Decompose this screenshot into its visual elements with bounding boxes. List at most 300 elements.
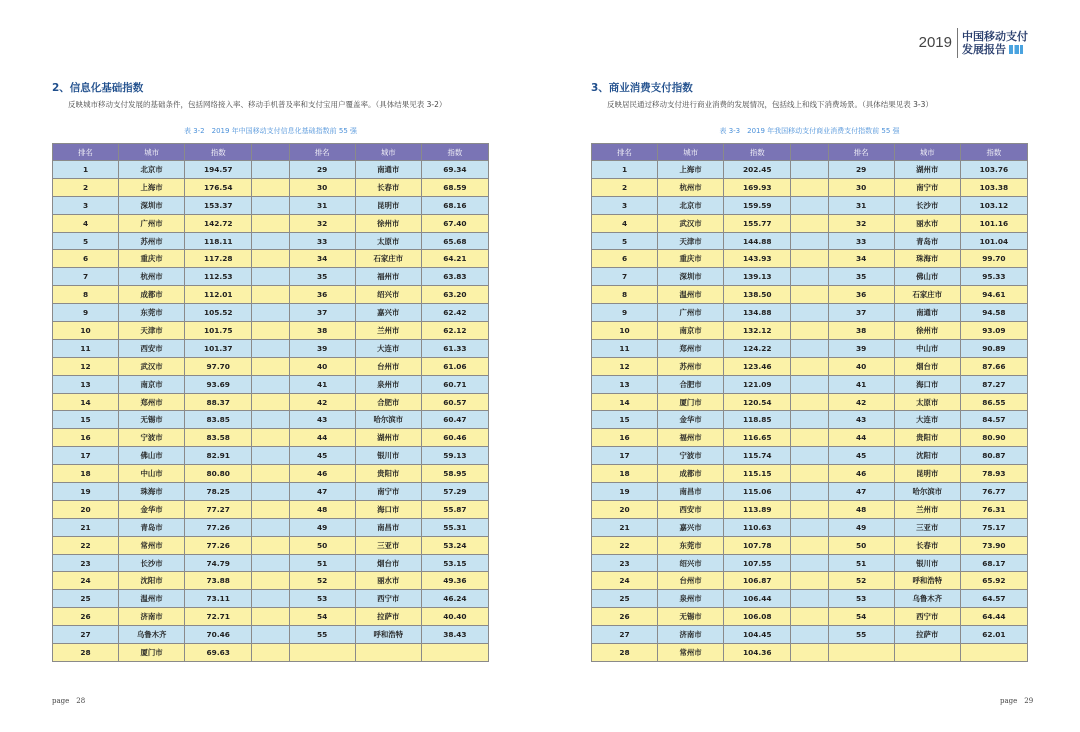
cell-city: 中山市 <box>894 339 960 357</box>
cell-gap <box>791 322 828 340</box>
table-row <box>592 393 1028 411</box>
cell-index: 87.27 <box>960 375 1027 393</box>
cell-index: 101.04 <box>960 232 1027 250</box>
cell-index: 99.70 <box>960 250 1027 268</box>
table-row <box>53 429 489 447</box>
cell-city: 福州市 <box>355 268 421 286</box>
cell-city: 丽水市 <box>894 214 960 232</box>
cell-rank: 33 <box>828 232 894 250</box>
cell-city: 无锡市 <box>658 608 724 626</box>
table-row <box>53 304 489 322</box>
cell-rank: 49 <box>289 518 355 536</box>
cell-index: 75.17 <box>960 518 1027 536</box>
cell-city: 郑州市 <box>119 393 185 411</box>
cell-rank: 1 <box>53 161 119 179</box>
cell-gap <box>791 250 828 268</box>
table-row <box>592 357 1028 375</box>
cell-gap <box>252 572 289 590</box>
cell-index: 169.93 <box>724 178 791 196</box>
cell-rank: 55 <box>289 626 355 644</box>
cell-rank: 24 <box>592 572 658 590</box>
cell-rank: 19 <box>53 483 119 501</box>
cell-city: 湖州市 <box>894 161 960 179</box>
cell-rank: 22 <box>592 536 658 554</box>
cell-gap <box>252 268 289 286</box>
cell-city: 拉萨市 <box>355 608 421 626</box>
left-table-caption: 表 3-2 2019 年中国移动支付信息化基础指数前 55 强 <box>183 127 358 135</box>
cell-city: 成都市 <box>119 286 185 304</box>
table-row <box>592 536 1028 554</box>
cell-rank: 53 <box>289 590 355 608</box>
cell-index: 64.21 <box>421 250 488 268</box>
cell-rank: 15 <box>592 411 658 429</box>
cell-index: 107.55 <box>724 554 791 572</box>
cell-index: 68.17 <box>960 554 1027 572</box>
cell-city: 厦门市 <box>658 393 724 411</box>
cell-city: 海口市 <box>894 375 960 393</box>
cell-index: 73.88 <box>185 572 252 590</box>
table-row <box>592 644 1028 662</box>
cell-gap <box>791 536 828 554</box>
column-header-gap <box>252 144 289 161</box>
cell-city: 珠海市 <box>119 483 185 501</box>
cell-gap <box>791 644 828 662</box>
cell-rank: 52 <box>828 572 894 590</box>
cell-rank: 3 <box>592 196 658 214</box>
table-row <box>592 447 1028 465</box>
table-row <box>53 268 489 286</box>
cell-rank: 31 <box>289 196 355 214</box>
cell-index: 93.69 <box>185 375 252 393</box>
cell-rank: 51 <box>828 554 894 572</box>
table-row <box>53 626 489 644</box>
column-header-city: 城市 <box>658 144 724 161</box>
left-section-desc: 反映城市移动支付发展的基础条件，包括网络接入率、移动手机普及率和支付宝用户覆盖率。（具体结果见表 3-2） <box>68 100 447 109</box>
cell-city: 嘉兴市 <box>658 518 724 536</box>
cell-city: 福州市 <box>658 429 724 447</box>
cell-city: 常州市 <box>658 644 724 662</box>
table-row <box>592 232 1028 250</box>
cell-rank: 19 <box>592 483 658 501</box>
cell-city: 苏州市 <box>658 357 724 375</box>
cell-city: 大连市 <box>894 411 960 429</box>
table-header-row <box>53 144 489 161</box>
cell-rank: 17 <box>592 447 658 465</box>
cell-gap <box>791 572 828 590</box>
cell-rank: 46 <box>828 465 894 483</box>
cell-rank: 34 <box>289 250 355 268</box>
cell-index: 61.06 <box>421 357 488 375</box>
cell-rank: 54 <box>289 608 355 626</box>
cell-rank: 53 <box>828 590 894 608</box>
cell-gap <box>252 178 289 196</box>
cell-city: 宁波市 <box>119 429 185 447</box>
cell-gap <box>791 161 828 179</box>
cell-gap <box>791 196 828 214</box>
cell-index: 132.12 <box>724 322 791 340</box>
cell-city: 丽水市 <box>355 572 421 590</box>
cell-city: 佛山市 <box>894 268 960 286</box>
table-header-row <box>592 144 1028 161</box>
cell-rank: 26 <box>592 608 658 626</box>
left-section-header <box>52 80 446 110</box>
cell-index: 144.88 <box>724 232 791 250</box>
cell-city: 泉州市 <box>355 375 421 393</box>
right-section-desc: 反映居民通过移动支付进行商业消费的发展情况，包括线上和线下消费场景。（具体结果见表 3-3） <box>607 100 933 109</box>
cell-gap <box>791 465 828 483</box>
cell-city: 南京市 <box>119 375 185 393</box>
cell-rank: 41 <box>828 375 894 393</box>
cell-index: 60.47 <box>421 411 488 429</box>
cell-gap <box>791 411 828 429</box>
cell-city: 银川市 <box>894 554 960 572</box>
cell-gap <box>791 518 828 536</box>
table-row <box>53 232 489 250</box>
cell-rank: 27 <box>592 626 658 644</box>
cell-index: 59.13 <box>421 447 488 465</box>
cell-gap <box>252 357 289 375</box>
brand-title-line1: 中国移动支付 <box>962 30 1028 43</box>
cell-gap <box>252 608 289 626</box>
cell-gap <box>252 411 289 429</box>
cell-city: 长沙市 <box>894 196 960 214</box>
cell-rank: 23 <box>592 554 658 572</box>
cell-rank: 49 <box>828 518 894 536</box>
cell-rank: 17 <box>53 447 119 465</box>
cell-city: 杭州市 <box>658 178 724 196</box>
cell-rank: 6 <box>53 250 119 268</box>
left-section-title: 2、信息化基础指数 <box>52 82 144 94</box>
cell-rank: 36 <box>289 286 355 304</box>
cell-city <box>355 644 421 662</box>
table-row <box>592 429 1028 447</box>
cell-index: 68.16 <box>421 196 488 214</box>
cell-index: 77.26 <box>185 536 252 554</box>
cell-index: 118.11 <box>185 232 252 250</box>
table-row <box>53 411 489 429</box>
cell-index: 88.37 <box>185 393 252 411</box>
left-index-table <box>52 143 489 662</box>
cell-rank: 29 <box>828 161 894 179</box>
cell-city: 昆明市 <box>894 465 960 483</box>
cell-index: 97.70 <box>185 357 252 375</box>
cell-city: 呼和浩特 <box>355 626 421 644</box>
cell-index: 64.44 <box>960 608 1027 626</box>
cell-rank: 13 <box>592 375 658 393</box>
cell-rank: 3 <box>53 196 119 214</box>
cell-city: 太原市 <box>894 393 960 411</box>
cell-city: 上海市 <box>119 178 185 196</box>
table-row <box>592 608 1028 626</box>
column-header-index: 指数 <box>421 144 488 161</box>
cell-index: 153.37 <box>185 196 252 214</box>
cell-city: 哈尔滨市 <box>894 483 960 501</box>
cell-index: 80.80 <box>185 465 252 483</box>
cell-index: 78.93 <box>960 465 1027 483</box>
cell-rank: 22 <box>53 536 119 554</box>
cell-index: 176.54 <box>185 178 252 196</box>
cell-rank: 37 <box>828 304 894 322</box>
cell-city: 兰州市 <box>355 322 421 340</box>
cell-index: 87.66 <box>960 357 1027 375</box>
cell-rank: 55 <box>828 626 894 644</box>
cell-index: 115.15 <box>724 465 791 483</box>
cell-gap <box>252 393 289 411</box>
cell-gap <box>252 518 289 536</box>
table-row <box>53 483 489 501</box>
table-row <box>592 250 1028 268</box>
cell-index: 62.01 <box>960 626 1027 644</box>
cell-index: 64.57 <box>960 590 1027 608</box>
cell-rank: 37 <box>289 304 355 322</box>
cell-rank: 5 <box>592 232 658 250</box>
cell-city: 绍兴市 <box>355 286 421 304</box>
cell-rank: 10 <box>592 322 658 340</box>
cell-gap <box>791 232 828 250</box>
cell-rank: 8 <box>592 286 658 304</box>
cell-index: 74.79 <box>185 554 252 572</box>
cell-city <box>894 644 960 662</box>
column-header-rank: 排名 <box>289 144 355 161</box>
cell-rank: 47 <box>289 483 355 501</box>
cell-rank: 38 <box>828 322 894 340</box>
cell-gap <box>791 357 828 375</box>
cell-city: 合肥市 <box>658 375 724 393</box>
cell-city: 南通市 <box>894 304 960 322</box>
cell-rank: 52 <box>289 572 355 590</box>
cell-city: 南宁市 <box>894 178 960 196</box>
cell-gap <box>791 286 828 304</box>
report-brand <box>919 28 1028 58</box>
cell-index: 77.27 <box>185 500 252 518</box>
cell-gap <box>252 590 289 608</box>
cell-city: 合肥市 <box>355 393 421 411</box>
cell-city: 昆明市 <box>355 196 421 214</box>
cell-gap <box>252 161 289 179</box>
cell-city: 烟台市 <box>355 554 421 572</box>
table-row <box>592 554 1028 572</box>
cell-rank: 9 <box>53 304 119 322</box>
cell-index: 65.92 <box>960 572 1027 590</box>
cell-index: 123.46 <box>724 357 791 375</box>
cell-city: 无锡市 <box>119 411 185 429</box>
cell-index: 117.28 <box>185 250 252 268</box>
cell-rank: 38 <box>289 322 355 340</box>
cell-city: 西宁市 <box>894 608 960 626</box>
cell-city: 石家庄市 <box>355 250 421 268</box>
cell-index: 143.93 <box>724 250 791 268</box>
cell-index: 72.71 <box>185 608 252 626</box>
cell-index: 77.26 <box>185 518 252 536</box>
cell-city: 南昌市 <box>355 518 421 536</box>
table-row <box>53 178 489 196</box>
cell-rank: 40 <box>828 357 894 375</box>
cell-rank <box>828 644 894 662</box>
cell-index: 60.71 <box>421 375 488 393</box>
cell-rank: 26 <box>53 608 119 626</box>
cell-city: 温州市 <box>119 590 185 608</box>
cell-rank: 30 <box>828 178 894 196</box>
cell-gap <box>252 429 289 447</box>
cell-index: 76.77 <box>960 483 1027 501</box>
cell-index: 63.83 <box>421 268 488 286</box>
cell-index: 106.44 <box>724 590 791 608</box>
cell-index: 138.50 <box>724 286 791 304</box>
cell-rank: 11 <box>53 339 119 357</box>
cell-index: 83.58 <box>185 429 252 447</box>
cell-index: 49.36 <box>421 572 488 590</box>
cell-index: 78.25 <box>185 483 252 501</box>
cell-rank: 24 <box>53 572 119 590</box>
cell-index: 105.52 <box>185 304 252 322</box>
cell-city: 台州市 <box>658 572 724 590</box>
cell-index: 68.59 <box>421 178 488 196</box>
cell-city: 乌鲁木齐 <box>119 626 185 644</box>
cell-rank: 45 <box>289 447 355 465</box>
cell-index: 60.46 <box>421 429 488 447</box>
cell-city: 武汉市 <box>119 357 185 375</box>
table-row <box>592 339 1028 357</box>
cell-rank <box>289 644 355 662</box>
cell-index: 103.38 <box>960 178 1027 196</box>
cell-city: 徐州市 <box>894 322 960 340</box>
cell-rank: 8 <box>53 286 119 304</box>
cell-index: 67.40 <box>421 214 488 232</box>
cell-city: 重庆市 <box>658 250 724 268</box>
cell-city: 兰州市 <box>894 500 960 518</box>
cell-city: 常州市 <box>119 536 185 554</box>
table-row <box>592 304 1028 322</box>
cell-rank: 44 <box>828 429 894 447</box>
cell-rank: 23 <box>53 554 119 572</box>
table-row <box>592 465 1028 483</box>
cell-city: 石家庄市 <box>894 286 960 304</box>
cell-index: 53.15 <box>421 554 488 572</box>
cell-index: 53.24 <box>421 536 488 554</box>
table-row <box>592 411 1028 429</box>
table-row <box>53 357 489 375</box>
chart-icon <box>1009 45 1023 54</box>
table-row <box>53 465 489 483</box>
cell-city: 济南市 <box>658 626 724 644</box>
cell-rank: 40 <box>289 357 355 375</box>
cell-rank: 1 <box>592 161 658 179</box>
table-row <box>53 393 489 411</box>
table-row <box>53 608 489 626</box>
cell-index: 84.57 <box>960 411 1027 429</box>
cell-rank: 41 <box>289 375 355 393</box>
cell-gap <box>252 447 289 465</box>
cell-index: 61.33 <box>421 339 488 357</box>
cell-rank: 39 <box>828 339 894 357</box>
cell-city: 北京市 <box>658 196 724 214</box>
cell-rank: 35 <box>828 268 894 286</box>
table-row <box>592 518 1028 536</box>
cell-city: 乌鲁木齐 <box>894 590 960 608</box>
cell-index: 124.22 <box>724 339 791 357</box>
cell-city: 金华市 <box>658 411 724 429</box>
cell-rank: 50 <box>828 536 894 554</box>
cell-city: 中山市 <box>119 465 185 483</box>
cell-city: 长沙市 <box>119 554 185 572</box>
cell-rank: 48 <box>289 500 355 518</box>
table-row <box>592 500 1028 518</box>
cell-index: 60.57 <box>421 393 488 411</box>
table-row <box>592 572 1028 590</box>
cell-index: 90.89 <box>960 339 1027 357</box>
cell-gap <box>252 214 289 232</box>
cell-city: 西安市 <box>658 500 724 518</box>
cell-index: 159.59 <box>724 196 791 214</box>
right-index-table <box>591 143 1028 662</box>
cell-index: 38.43 <box>421 626 488 644</box>
table-row <box>53 161 489 179</box>
cell-index: 58.95 <box>421 465 488 483</box>
table-row <box>53 322 489 340</box>
cell-index: 115.06 <box>724 483 791 501</box>
cell-gap <box>252 626 289 644</box>
cell-city: 长春市 <box>355 178 421 196</box>
cell-gap <box>252 644 289 662</box>
cell-rank: 45 <box>828 447 894 465</box>
cell-index: 139.13 <box>724 268 791 286</box>
cell-gap <box>791 554 828 572</box>
cell-rank: 28 <box>592 644 658 662</box>
cell-city: 上海市 <box>658 161 724 179</box>
cell-city: 沈阳市 <box>119 572 185 590</box>
cell-city: 广州市 <box>658 304 724 322</box>
table-row <box>53 500 489 518</box>
cell-index: 83.85 <box>185 411 252 429</box>
cell-rank: 51 <box>289 554 355 572</box>
cell-city: 三亚市 <box>355 536 421 554</box>
cell-rank: 15 <box>53 411 119 429</box>
cell-rank: 46 <box>289 465 355 483</box>
table-row <box>592 196 1028 214</box>
cell-city: 深圳市 <box>658 268 724 286</box>
cell-rank: 16 <box>53 429 119 447</box>
cell-gap <box>791 447 828 465</box>
table-row <box>53 644 489 662</box>
cell-rank: 36 <box>828 286 894 304</box>
cell-index: 142.72 <box>185 214 252 232</box>
cell-index: 94.61 <box>960 286 1027 304</box>
cell-index: 55.31 <box>421 518 488 536</box>
cell-gap <box>791 626 828 644</box>
right-section-title: 3、商业消费支付指数 <box>591 82 693 94</box>
cell-index: 118.85 <box>724 411 791 429</box>
table-row <box>592 483 1028 501</box>
cell-index: 40.40 <box>421 608 488 626</box>
cell-index: 80.87 <box>960 447 1027 465</box>
cell-city: 南昌市 <box>658 483 724 501</box>
cell-gap <box>791 339 828 357</box>
right-page-number: page 29 <box>1000 697 1034 705</box>
cell-gap <box>252 500 289 518</box>
cell-index: 46.24 <box>421 590 488 608</box>
cell-gap <box>791 590 828 608</box>
cell-rank: 11 <box>592 339 658 357</box>
cell-city: 深圳市 <box>119 196 185 214</box>
cell-gap <box>252 339 289 357</box>
table-row <box>53 214 489 232</box>
cell-rank: 7 <box>592 268 658 286</box>
cell-city: 海口市 <box>355 500 421 518</box>
cell-index: 107.78 <box>724 536 791 554</box>
cell-index: 103.12 <box>960 196 1027 214</box>
column-header-rank: 排名 <box>53 144 119 161</box>
cell-city: 三亚市 <box>894 518 960 536</box>
